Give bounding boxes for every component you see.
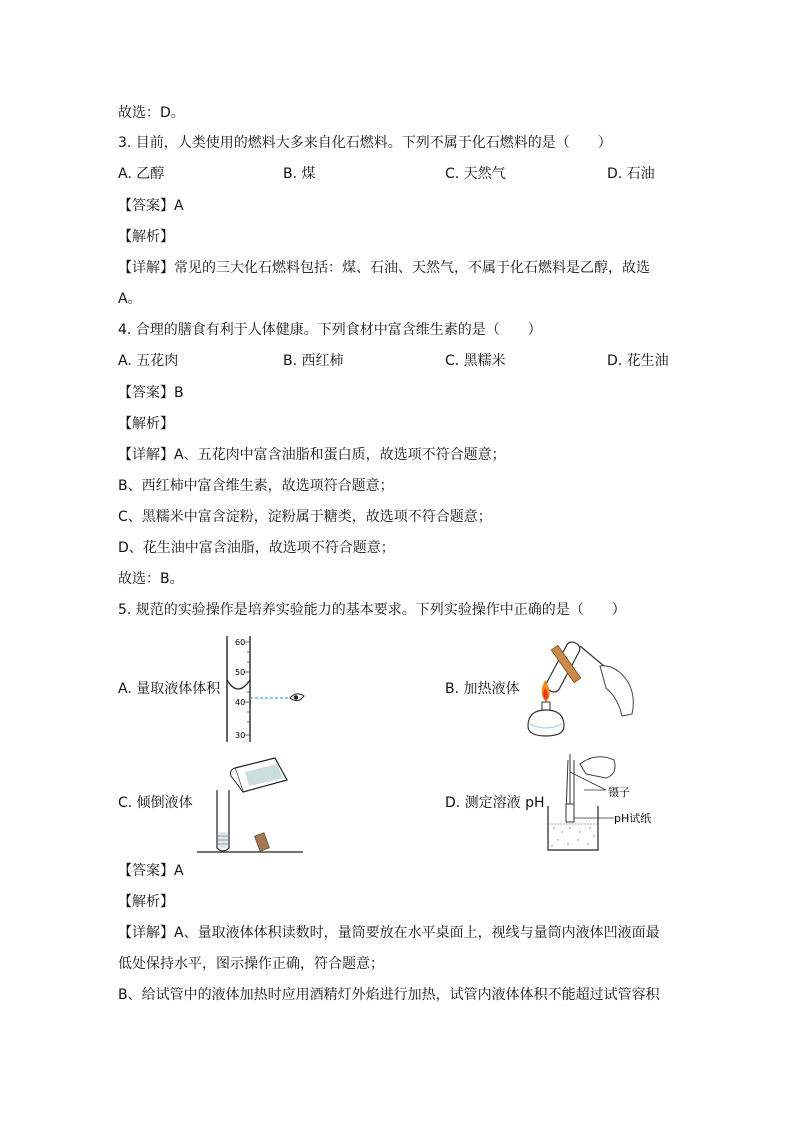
figure-pouring-liquid (195, 752, 307, 856)
figure-measure-ph (540, 752, 670, 854)
q5-option-a: A. 量取液体体积 (118, 681, 221, 697)
label-tweezers: 镊子 (608, 786, 630, 799)
q4-answer: 【答案】B (118, 385, 184, 401)
q5-option-c: C. 倾倒液体 (118, 795, 193, 811)
q3-option-a: A. 乙醇 (118, 166, 165, 182)
cylinder-mark-50: 50 (235, 668, 246, 677)
q4-detail-3: C、黑糯米中富含淀粉，淀粉属于糖类，故选项不符合题意； (118, 509, 492, 525)
question-4: 4. 合理的膳食有利于人体健康。下列食材中富含维生素的是（ ） (118, 322, 542, 338)
q5-detail-1: 【详解】A、量取液体体积读数时，量筒要放在水平桌面上，视线与量筒内液体凹液面最 (118, 925, 660, 941)
line-answer-d: 故选：D。 (118, 105, 185, 121)
q3-option-c: C. 天然气 (445, 166, 506, 182)
cylinder-mark-40: 40 (235, 698, 246, 707)
q4-option-b: B. 西红柿 (283, 353, 344, 369)
q4-select: 故选：B。 (118, 571, 184, 587)
figure-measuring-cylinder (210, 632, 310, 744)
q4-detail-1: 【详解】A、五花肉中富含油脂和蛋白质，故选项不符合题意； (118, 447, 506, 463)
figure-heating-liquid (520, 636, 645, 748)
q4-detail-2: B、西红柿中富含维生素，故选项符合题意； (118, 478, 394, 494)
cylinder-mark-30: 30 (235, 731, 246, 740)
q3-analysis: 【解析】 (118, 229, 174, 245)
q5-answer: 【答案】A (118, 863, 184, 879)
q3-detail-1: 【详解】常见的三大化石燃料包括：煤、石油、天然气，不属于化石燃料是乙醇，故选 (118, 260, 650, 276)
q4-option-c: C. 黑糯米 (445, 353, 506, 369)
q4-analysis: 【解析】 (118, 416, 174, 432)
q4-detail-4: D、花生油中富含油脂，故选项不符合题意； (118, 540, 395, 556)
q5-detail-2: 低处保持水平，图示操作正确，符合题意； (118, 956, 384, 972)
q4-option-a: A. 五花肉 (118, 353, 179, 369)
question-5: 5. 规范的实验操作是培养实验能力的基本要求。下列实验操作中正确的是（ ） (118, 602, 626, 618)
q5-detail-3: B、给试管中的液体加热时应用酒精灯外焰进行加热，试管内液体体积不能超过试管容积 (118, 987, 660, 1003)
q5-option-b: B. 加热液体 (445, 681, 520, 697)
q5-option-d: D. 测定溶液 pH (445, 795, 545, 811)
q3-option-d: D. 石油 (607, 166, 655, 182)
q3-detail-2: A。 (118, 291, 142, 307)
q5-analysis: 【解析】 (118, 894, 174, 910)
cylinder-mark-60: 60 (235, 638, 246, 647)
question-3: 3. 目前，人类使用的燃料大多来自化石燃料。下列不属于化石燃料的是（ ） (118, 135, 612, 151)
q3-answer: 【答案】A (118, 198, 184, 214)
q4-option-d: D. 花生油 (607, 353, 669, 369)
eye-icon (290, 694, 304, 701)
q3-option-b: B. 煤 (283, 166, 316, 182)
label-ph-paper: pH试纸 (614, 812, 652, 825)
